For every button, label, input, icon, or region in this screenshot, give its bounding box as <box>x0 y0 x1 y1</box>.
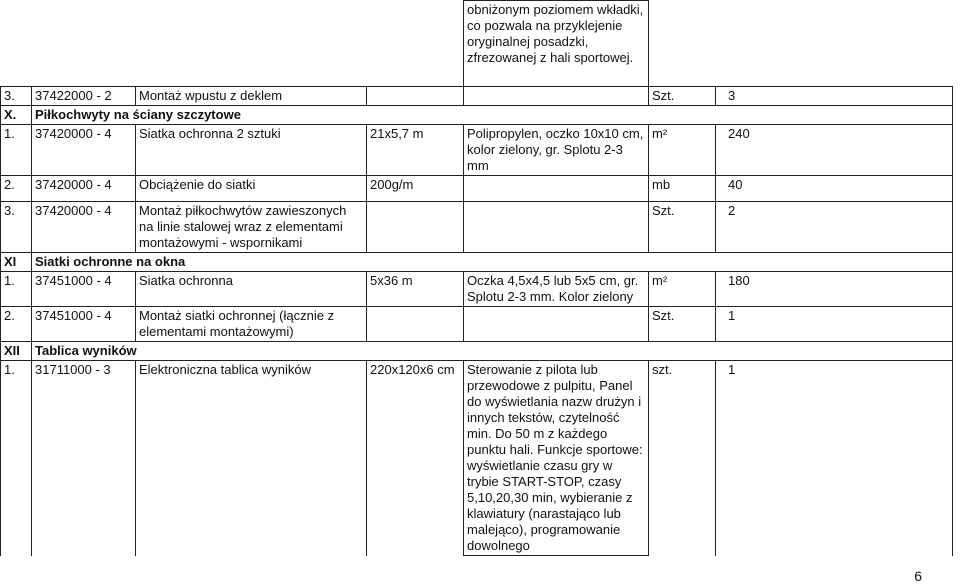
row-dimensions: 200g/m <box>367 176 464 202</box>
row-unit: Szt. <box>649 307 716 342</box>
row-description <box>464 176 649 202</box>
row-description <box>464 87 649 106</box>
table-row-continuation <box>1 1 953 87</box>
row-number: 3. <box>1 87 32 106</box>
row-name: Montaż piłkochwytów zawieszonych na linie stalowej wraz z elementami montażowymi - wspornikami <box>136 202 367 253</box>
row-description: Oczka 4,5x4,5 lub 5x5 cm, gr. Splotu 2-3 mm. Kolor zielony <box>464 272 649 307</box>
row-number: 1. <box>1 361 32 556</box>
continuation-description: obniżonym poziomem wkładki, co pozwala na przyklejenie oryginalnej posadzki, zfrezowanej z hali sportowej. <box>464 1 649 87</box>
row-number: 3. <box>1 202 32 253</box>
row-number: 2. <box>1 307 32 342</box>
row-dimensions <box>367 87 464 106</box>
row-quantity: 240 <box>716 125 953 176</box>
table-row <box>1 361 953 556</box>
row-code: 37420000 - 4 <box>32 202 136 253</box>
table-row <box>1 87 953 106</box>
row-unit: Szt. <box>649 202 716 253</box>
row-number: 1. <box>1 272 32 307</box>
row-code: 37422000 - 2 <box>32 87 136 106</box>
section-number: XI <box>1 253 32 272</box>
table-row <box>1 125 953 176</box>
row-name: Montaż wpustu z deklem <box>136 87 367 106</box>
row-dimensions <box>367 202 464 253</box>
section-title: Siatki ochronne na okna <box>32 253 953 272</box>
row-code: 31711000 - 3 <box>32 361 136 556</box>
row-quantity: 1 <box>716 307 953 342</box>
row-name: Elektroniczna tablica wyników <box>136 361 367 556</box>
row-number: 2. <box>1 176 32 202</box>
row-description <box>464 202 649 253</box>
row-quantity: 180 <box>716 272 953 307</box>
table-row <box>1 176 953 202</box>
table-row <box>1 307 953 342</box>
row-code: 37451000 - 4 <box>32 307 136 342</box>
row-description <box>464 307 649 342</box>
row-quantity: 40 <box>716 176 953 202</box>
row-code: 37451000 - 4 <box>32 272 136 307</box>
row-code: 37420000 - 4 <box>32 125 136 176</box>
row-unit: m² <box>649 125 716 176</box>
row-quantity: 1 <box>716 361 953 556</box>
row-dimensions <box>367 307 464 342</box>
section-row <box>1 342 953 361</box>
row-unit: Szt. <box>649 87 716 106</box>
row-description: Sterowanie z pilota lub przewodowe z pulpitu, Panel do wyświetlania nazw drużyn i innych tekstów, czytelność min. Do 50 m z każdego punktu hali. Funkcje sportowe: wyświetlanie czasu gry w trybie START-STOP, czasy 5,10,20,30 min, wybieranie z klawiatury (narastająco lub malejąco), programowanie dowolnego <box>464 361 649 556</box>
section-number: X. <box>1 106 32 125</box>
row-quantity: 2 <box>716 202 953 253</box>
row-unit: szt. <box>649 361 716 556</box>
row-number: 1. <box>1 125 32 176</box>
section-number: XII <box>1 342 32 361</box>
row-dimensions: 220x120x6 cm <box>367 361 464 556</box>
section-row <box>1 253 953 272</box>
row-name: Siatka ochronna <box>136 272 367 307</box>
row-quantity: 3 <box>716 87 953 106</box>
row-unit: m² <box>649 272 716 307</box>
row-name: Montaż siatki ochronnej (łącznie z elementami montażowymi) <box>136 307 367 342</box>
table-row <box>1 202 953 253</box>
row-dimensions: 21x5,7 m <box>367 125 464 176</box>
row-code: 37420000 - 4 <box>32 176 136 202</box>
row-name: Siatka ochronna 2 sztuki <box>136 125 367 176</box>
row-dimensions: 5x36 m <box>367 272 464 307</box>
row-unit: mb <box>649 176 716 202</box>
row-description: Polipropylen, oczko 10x10 cm, kolor zielony, gr. Splotu 2-3 mm <box>464 125 649 176</box>
section-title: Tablica wyników <box>32 342 953 361</box>
section-title: Piłkochwyty na ściany szczytowe <box>32 106 953 125</box>
row-name: Obciążenie do siatki <box>136 176 367 202</box>
page-number: 6 <box>914 568 922 584</box>
table-row <box>1 272 953 307</box>
section-row <box>1 106 953 125</box>
